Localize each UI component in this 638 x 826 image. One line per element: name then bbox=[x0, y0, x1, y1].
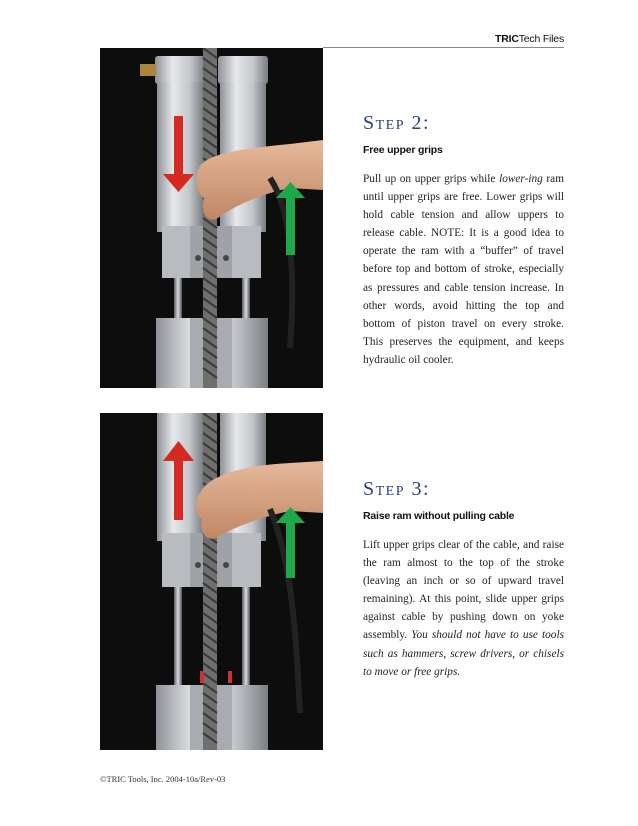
step-3-photo-illustration bbox=[100, 413, 323, 750]
step-3-section bbox=[363, 478, 564, 681]
step-2-body-b: ram until upper grips are free. Lower grips will hold cable tension and allow uppers to release cable. NOTE: It is a good idea to operate the ram with a “buffer” of travel before top and bottom of stroke, especially as pressures and cable tension increase. In other words, avoid hitting the top and bottom of piston travel on every stroke. This preserves the equipment, and keeps hydraulic oil cooler. bbox=[363, 173, 564, 366]
step-2-body-italic: lower-ing bbox=[499, 173, 543, 185]
header-brand bbox=[495, 33, 564, 45]
right-cap bbox=[218, 56, 268, 84]
step-3-body-italic: You should not have to use tools such as hammers, screw drivers, or chisels to move or free grips. bbox=[363, 629, 564, 678]
step-3-title: Step 3: bbox=[363, 478, 431, 500]
step-3-body bbox=[363, 536, 564, 681]
step-2-title: Step 2: bbox=[363, 112, 431, 134]
brand-bold: TRIC bbox=[495, 33, 519, 45]
step-3-photo bbox=[100, 413, 323, 750]
step-2-photo-illustration bbox=[100, 48, 323, 388]
step-3-body-a: Lift upper grips clear of the cable, and raise the ram almost to the top of the stroke (leaving an inch or so of upward travel remaining). At this point, slide upper grips against cable by pushing down on yoke assembly. bbox=[363, 539, 564, 642]
step-3-subtitle: Raise ram without pulling cable bbox=[363, 510, 515, 522]
step-2-body-a: Pull up on upper grips while bbox=[363, 173, 500, 185]
left-cap bbox=[155, 56, 205, 84]
step-2-subtitle: Free upper grips bbox=[363, 144, 443, 156]
footer-copyright: ©TRIC Tools, Inc. 2004-10a/Rev-03 bbox=[100, 774, 226, 784]
step-2-body bbox=[363, 170, 564, 369]
step-2-photo bbox=[100, 48, 323, 388]
header-rule bbox=[323, 47, 564, 48]
step-2-section bbox=[363, 112, 564, 369]
brand-rest: Tech Files bbox=[518, 33, 564, 45]
